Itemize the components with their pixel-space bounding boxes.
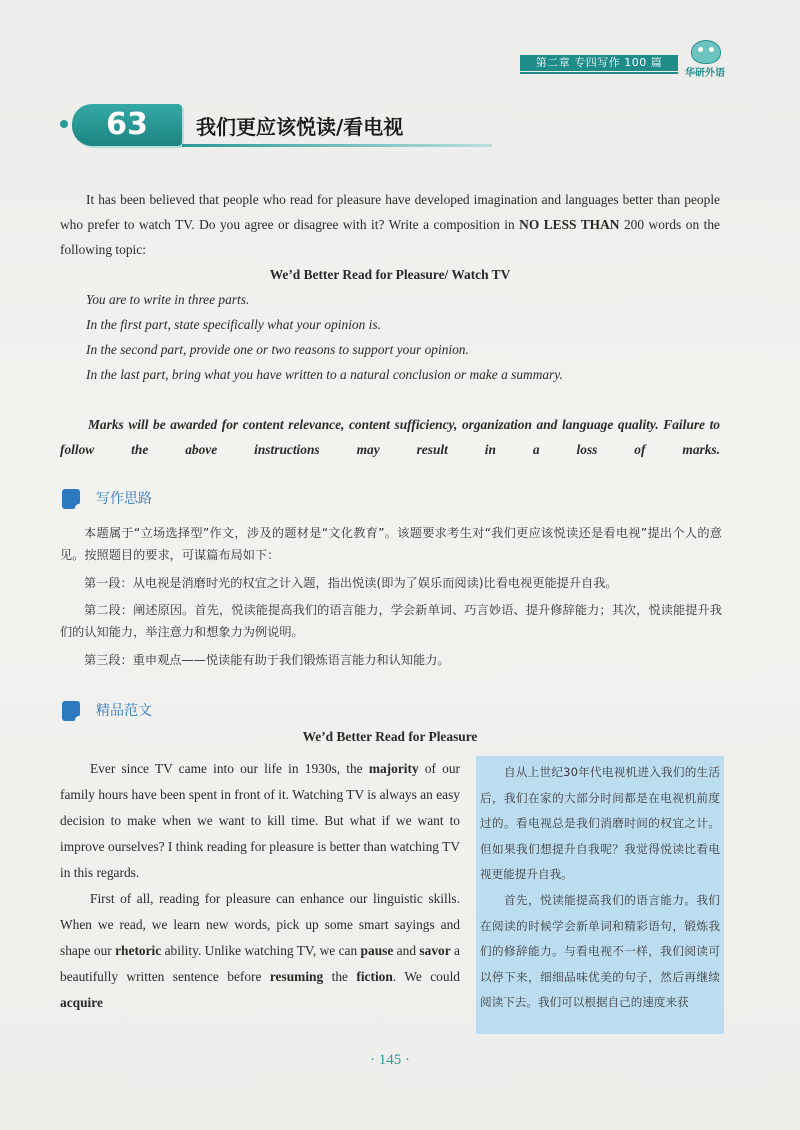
- section-label: 精品范文: [96, 703, 152, 719]
- chapter-ribbon: 第二章 专四写作 100 篇: [520, 55, 678, 71]
- ribbon-underline: [520, 72, 678, 74]
- bookmark-icon: [62, 701, 80, 721]
- essay-text: of our family hours have been spent in front of it. Watching TV is always an easy decision to make when we want to kill time. But what if we want to improve ourselves? I think reading for pleasure is better than watching TV in this regards.: [60, 761, 460, 880]
- approach-line: 第三段：重申观点——悦读能有助于我们锻炼语言能力和认知能力。: [84, 653, 450, 667]
- essay-text: Ever since TV came into our life in 1930s, the: [90, 761, 369, 776]
- publisher-logo: [682, 40, 728, 82]
- essay-text: the: [323, 969, 357, 984]
- essay-text: . We could: [392, 969, 460, 984]
- vocab-word: savor: [419, 943, 451, 958]
- frog-logo-icon: [691, 40, 721, 64]
- vocab-word: acquire: [60, 995, 103, 1010]
- essay-text: a beautifully written sentence before: [60, 943, 460, 984]
- translation-paragraph: 首先，悦读能提高我们的语言能力。我们在阅读的时候学会新单词和精彩语句，锻炼我们的修辞能力。与看电视不一样，我们阅读可以停下来，细细品味优美的句子，然后再继续阅读下去。我们可以根据自己的速度来获: [480, 892, 720, 1010]
- essay-paragraph: [60, 756, 460, 886]
- approach-line: 本题属于“立场选择型”作文，涉及的题材是“文化教育”。该题要求考生对“我们更应该悦读还是看电视”提出个人的意见。按照题目的要求，可谋篇布局如下：: [60, 526, 722, 562]
- essay-paragraph: [60, 886, 460, 1016]
- prompt-text: It has been believed that people who read for pleasure have developed imagination and languages better than people who prefer to watch TV. Do you agree or disagree with it? Write a composition in: [60, 192, 720, 232]
- section-label: 写作思路: [96, 491, 152, 507]
- vocab-word: resuming: [269, 969, 324, 984]
- logo-text: 华研外语: [685, 68, 725, 79]
- marks-note: Marks will be awarded for content relevance, content sufficiency, organization and language quality. Failure to follow the above instructions may result in a loss of marks.: [60, 417, 720, 457]
- prompt-emphasis: NO LESS THAN: [519, 217, 620, 232]
- translation-paragraph: 自从上世纪30年代电视机进入我们的生活后，我们在家的大部分时间都是在电视机前度过的。看电视总是我们消磨时间的权宜之计。但如果我们想提升自我呢？我觉得悦读比看电视更能提升自我。: [480, 765, 720, 882]
- essay-title-banner: [60, 104, 540, 150]
- sample-essay-title: We’d Better Read for Pleasure: [302, 729, 478, 744]
- page-title: 我们更应该悦读/看电视: [196, 115, 404, 139]
- instruction-line: In the last part, bring what you have written to a natural conclusion or make a summary.: [86, 367, 563, 382]
- essay-number: 63: [72, 104, 182, 146]
- prompt-paragraph: [60, 187, 720, 262]
- translation-text: [480, 760, 720, 1016]
- prompt-text-end: 200 words on the following topic:: [60, 217, 720, 257]
- instruction-line: In the second part, provide one or two reasons to support your opinion.: [86, 342, 469, 357]
- instruction-line: In the first part, state specifically what your opinion is.: [86, 317, 381, 332]
- vocab-word: fiction: [356, 969, 393, 984]
- vocab-word: majority: [368, 761, 419, 776]
- title-underline: [182, 144, 492, 147]
- essay-text: First of all, reading for pleasure can enhance our linguistic skills. When we read, we learn new words, pick up some smart sayings and shape our: [60, 891, 460, 958]
- essay-text: and: [393, 943, 420, 958]
- vocab-word: rhetoric: [115, 943, 162, 958]
- vocab-word: pause: [360, 943, 394, 958]
- approach-line: 第一段：从电视是消磨时光的权宜之计入题，指出悦读(即为了娱乐而阅读)比看电视更能提升自我。: [84, 576, 618, 590]
- instruction-line: You are to write in three parts.: [86, 292, 250, 307]
- topic-title: We’d Better Read for Pleasure/ Watch TV: [269, 267, 511, 282]
- sample-essay-english: [60, 756, 460, 1016]
- bookmark-icon: [62, 489, 80, 509]
- essay-text: ability. Unlike watching TV, we can: [161, 943, 361, 958]
- page-number: · 145 ·: [370, 1052, 410, 1068]
- title-dot-icon: [60, 120, 68, 128]
- approach-line: 第二段：阐述原因。首先，悦读能提高我们的语言能力，学会新单词、巧言妙语、提升修辞能力；其次，悦读能提升我们的认知能力，举注意力和想象力为例说明。: [60, 603, 722, 639]
